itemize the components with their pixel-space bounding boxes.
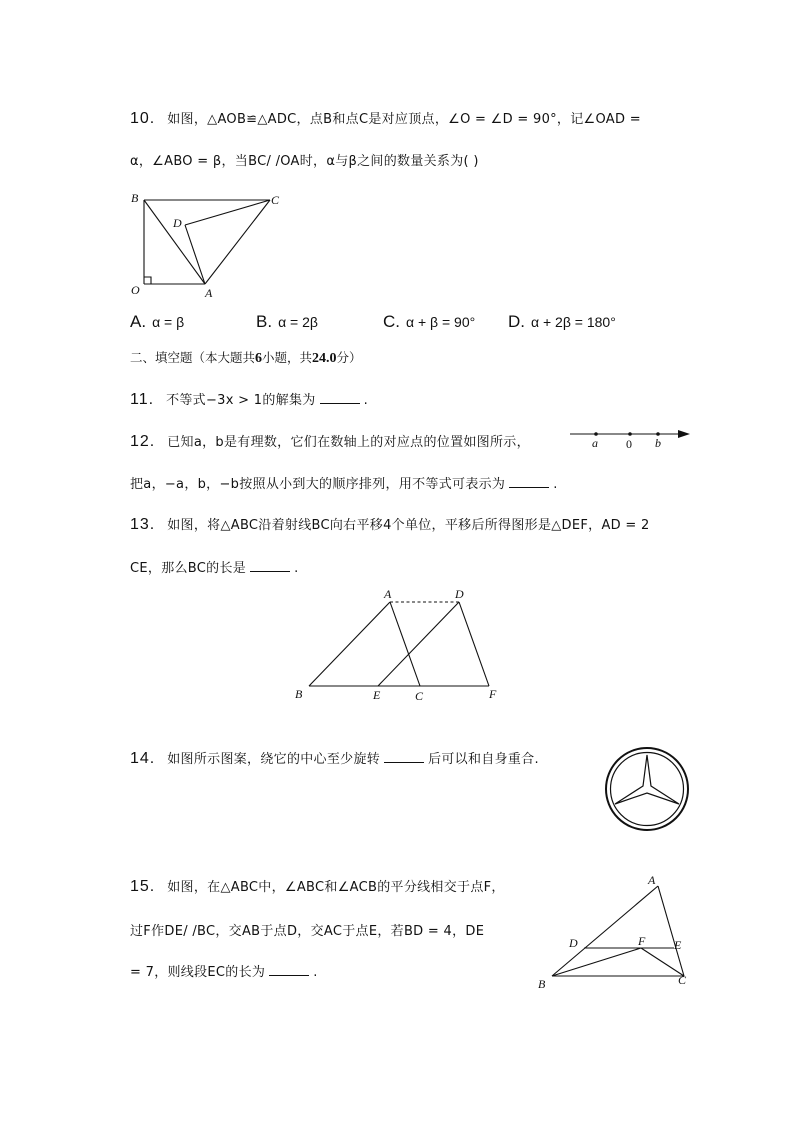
q15-label-d: D (569, 936, 578, 950)
q11-line (130, 389, 368, 409)
q15-text-3: = 7，则线段EC的长为 (130, 965, 266, 980)
q14-answer-blank[interactable] (384, 751, 424, 763)
q15-label-b: B (538, 977, 546, 991)
q15-end: . (313, 965, 318, 980)
q13-label-a: A (384, 587, 392, 601)
q15-label-c: C (678, 973, 687, 987)
q10-label-o: O (131, 283, 140, 297)
q10-option-a[interactable] (130, 312, 184, 332)
option-letter: A. (130, 312, 147, 331)
q10-option-c[interactable] (383, 312, 475, 332)
section-prefix: 二、填空题（本大题共 (130, 350, 256, 365)
q10-label-b: B (131, 191, 139, 205)
q10-text-1: 如图，△AOB≌△ADC，点B和点C是对应顶点，∠O = ∠D = 90°，记∠OAD = (167, 112, 641, 127)
q14-number: 14. (130, 750, 156, 767)
q10-label-a: A (205, 286, 213, 300)
q13-number: 13. (130, 516, 156, 533)
q15-figure (534, 870, 694, 992)
option-text: α + β = 90° (406, 314, 476, 330)
q14-line (130, 748, 539, 768)
q13-label-b: B (295, 687, 303, 701)
q12-line1 (130, 431, 530, 451)
q14-text-after: 后可以和自身重合. (428, 752, 539, 767)
q12-number-line (568, 424, 692, 452)
option-text: α = 2β (278, 314, 318, 330)
q15-label-a: A (648, 873, 656, 887)
q12-line2 (130, 473, 558, 492)
q13-line1 (130, 514, 650, 534)
q15-answer-blank[interactable] (269, 964, 309, 976)
option-letter: C. (383, 312, 400, 331)
q15-label-e: E (674, 938, 682, 952)
option-text: α + 2β = 180° (531, 314, 616, 330)
option-letter: D. (508, 312, 525, 331)
q15-text-1: 如图，在△ABC中，∠ABC和∠ACB的平分线相交于点F， (167, 880, 505, 895)
section-count: 6 (255, 351, 263, 366)
q12-label-b: b (655, 436, 661, 450)
q14-emblem-figure (603, 746, 691, 832)
q11-answer-blank[interactable] (320, 392, 360, 404)
q15-label-f: F (638, 934, 646, 948)
q10-line2: α，∠ABO = β，当BC/ /OA时，α与β之间的数量关系为( ) (130, 154, 479, 169)
q13-text-2: CE，那么BC的长是 (130, 561, 247, 576)
q13-label-f: F (489, 687, 497, 701)
q10-option-b[interactable] (256, 312, 318, 332)
q13-answer-blank[interactable] (250, 560, 290, 572)
section-heading (130, 348, 362, 367)
q15-number: 15. (130, 878, 156, 895)
q13-label-e: E (373, 688, 381, 702)
q11-number: 11. (130, 391, 155, 408)
section-mid: 小题，共 (262, 350, 313, 365)
q11-end: . (363, 393, 368, 408)
q10-figure (125, 190, 295, 302)
q12-answer-blank[interactable] (509, 476, 549, 488)
q13-line2 (130, 557, 299, 576)
section-score: 24.0 (312, 351, 337, 366)
q10-label-d: D (173, 216, 182, 230)
q11-text: 不等式−3x > 1的解集为 (166, 393, 316, 408)
q12-label-a: a (592, 436, 598, 450)
q12-end: . (553, 477, 558, 492)
q13-text-1: 如图，将△ABC沿着射线BC向右平移4个单位，平移后所得图形是△DEF，AD = 2 (167, 518, 650, 533)
q10-number: 10. (130, 110, 156, 127)
q13-label-d: D (455, 587, 464, 601)
option-text: α = β (152, 314, 185, 330)
q12-text-1: 已知a，b是有理数，它们在数轴上的对应点的位置如图所示， (167, 435, 530, 450)
option-letter: B. (256, 312, 273, 331)
q13-end: . (294, 561, 299, 576)
q15-line3 (130, 961, 318, 980)
q15-line1 (130, 876, 505, 896)
q13-label-c: C (415, 689, 424, 703)
section-suffix: 分） (336, 350, 362, 365)
q15-line2: 过F作DE/ /BC，交AB于点D，交AC于点E，若BD = 4，DE (130, 924, 485, 939)
q12-label-zero: 0 (626, 437, 632, 451)
q10-label-c: C (271, 193, 280, 207)
q10-option-d[interactable] (508, 312, 616, 332)
q13-figure (290, 584, 510, 706)
q12-number: 12. (130, 433, 156, 450)
q12-text-2: 把a，−a，b，−b按照从小到大的顺序排列，用不等式可表示为 (130, 477, 506, 492)
q10-line1 (130, 108, 641, 128)
q14-text: 如图所示图案，绕它的中心至少旋转 (167, 752, 381, 767)
